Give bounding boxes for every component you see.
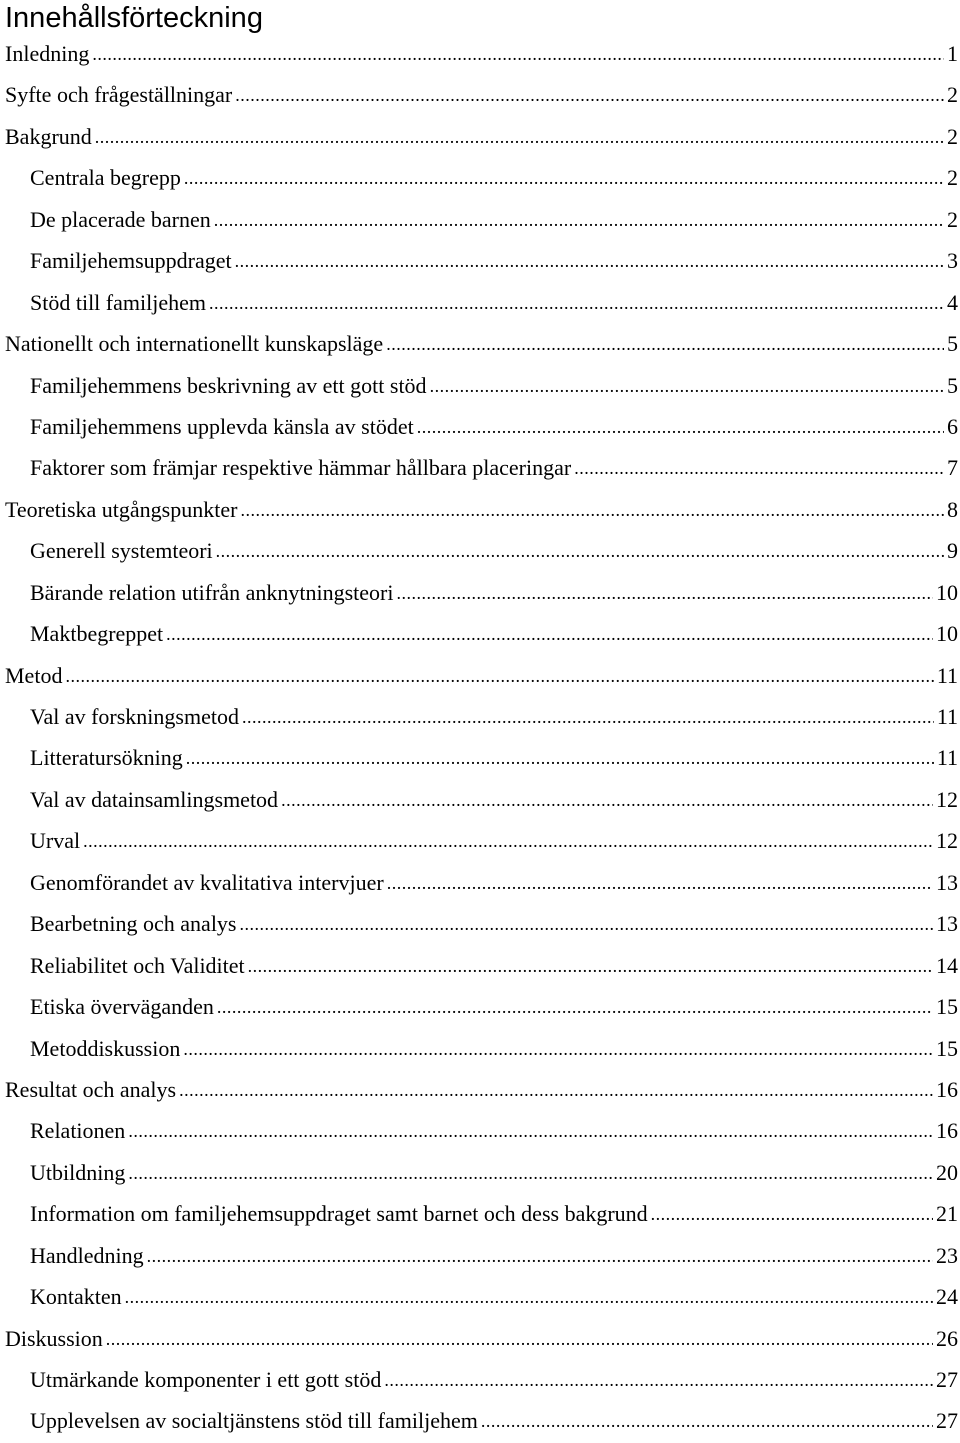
toc-entry[interactable] bbox=[0, 323, 960, 364]
toc-entry[interactable] bbox=[0, 779, 960, 820]
toc-entry-label[interactable]: Metod bbox=[5, 662, 63, 688]
toc-entry[interactable] bbox=[0, 1359, 960, 1400]
toc-entry-label[interactable]: Handledning bbox=[30, 1242, 144, 1268]
toc-entry-label[interactable]: Bakgrund bbox=[5, 123, 92, 149]
toc-entry[interactable] bbox=[0, 489, 960, 530]
toc-dot-leader bbox=[240, 490, 944, 531]
toc-entry-label[interactable]: Utbildning bbox=[30, 1159, 126, 1185]
toc-list bbox=[0, 33, 960, 1442]
toc-entry-label[interactable]: Val av datainsamlingsmetod bbox=[30, 786, 279, 812]
toc-entry[interactable] bbox=[0, 282, 960, 323]
toc-page-number[interactable]: 24 bbox=[936, 1284, 958, 1310]
toc-entry[interactable] bbox=[0, 572, 960, 613]
toc-entry-label[interactable]: Etiska överväganden bbox=[30, 994, 214, 1020]
toc-page-number[interactable]: 23 bbox=[936, 1242, 958, 1268]
toc-entry[interactable] bbox=[0, 737, 960, 778]
toc-page-number[interactable]: 16 bbox=[936, 1118, 958, 1144]
toc-entry-label[interactable]: Familjehemmens upplevda känsla av stödet bbox=[30, 413, 414, 439]
toc-page-number[interactable]: 2 bbox=[947, 165, 958, 191]
toc-entry[interactable] bbox=[0, 945, 960, 986]
toc-dot-leader bbox=[106, 1319, 933, 1360]
toc-dot-leader bbox=[651, 1194, 933, 1235]
toc-entry[interactable] bbox=[0, 33, 960, 74]
toc-entry[interactable] bbox=[0, 1318, 960, 1359]
toc-page-number[interactable]: 12 bbox=[936, 828, 958, 854]
toc-entry[interactable] bbox=[0, 986, 960, 1027]
toc-dot-leader bbox=[574, 448, 944, 489]
toc-entry-label[interactable]: Genomförandet av kvalitativa intervjuer bbox=[30, 869, 384, 895]
toc-dot-leader bbox=[387, 863, 933, 904]
toc-dot-leader bbox=[430, 366, 944, 407]
toc-dot-leader bbox=[248, 946, 933, 987]
toc-page-number[interactable]: 1 bbox=[947, 41, 958, 66]
toc-page-number[interactable]: 20 bbox=[936, 1159, 958, 1185]
toc-dot-leader bbox=[242, 697, 934, 738]
toc-page-number[interactable]: 15 bbox=[936, 1035, 958, 1061]
toc-page-number[interactable]: 5 bbox=[947, 372, 958, 398]
toc-page-number[interactable]: 6 bbox=[947, 413, 958, 439]
toc-page-number[interactable]: 15 bbox=[936, 994, 958, 1020]
toc-entry[interactable] bbox=[0, 613, 960, 654]
toc-page-number[interactable]: 14 bbox=[936, 952, 958, 978]
toc-page-number[interactable]: 9 bbox=[947, 538, 958, 564]
toc-entry[interactable] bbox=[0, 447, 960, 488]
toc-entry[interactable] bbox=[0, 157, 960, 198]
toc-entry-label[interactable]: Litteratursökning bbox=[30, 745, 183, 771]
toc-entry-label[interactable]: Stöd till familjehem bbox=[30, 289, 206, 315]
toc-dot-leader bbox=[417, 407, 944, 448]
toc-entry[interactable] bbox=[0, 365, 960, 406]
toc-dot-leader bbox=[384, 1360, 933, 1401]
toc-entry[interactable] bbox=[0, 696, 960, 737]
toc-dot-leader bbox=[179, 1070, 933, 1111]
toc-dot-leader bbox=[386, 324, 944, 365]
toc-entry-label[interactable]: Nationellt och internationellt kunskapsläge bbox=[5, 331, 384, 357]
toc-entry-label[interactable]: Familjehemsuppdraget bbox=[30, 248, 232, 274]
toc-dot-leader bbox=[214, 200, 944, 241]
toc-entry-label[interactable]: Information om familjehemsuppdraget samt barnet och dess bakgrund bbox=[30, 1201, 648, 1227]
toc-entry[interactable] bbox=[0, 1110, 960, 1151]
toc-page-number[interactable]: 11 bbox=[936, 662, 958, 688]
toc-entry[interactable] bbox=[0, 1069, 960, 1110]
toc-entry[interactable] bbox=[0, 1276, 960, 1317]
toc-entry[interactable] bbox=[0, 1193, 960, 1234]
toc-page-number[interactable]: 21 bbox=[936, 1201, 958, 1227]
toc-entry-label[interactable]: Centrala begrepp bbox=[30, 165, 181, 191]
toc-entry-label[interactable]: Kontakten bbox=[30, 1284, 122, 1310]
toc-entry-label[interactable]: Teoretiska utgångspunkter bbox=[5, 496, 238, 522]
toc-dot-leader bbox=[281, 780, 933, 821]
toc-dot-leader bbox=[240, 904, 934, 945]
toc-dot-leader bbox=[65, 656, 933, 697]
toc-entry-label[interactable]: Upplevelsen av socialtjänstens stöd till familjehem bbox=[30, 1408, 478, 1434]
toc-dot-leader bbox=[92, 34, 944, 75]
toc-dot-leader bbox=[209, 283, 944, 324]
toc-page-number[interactable]: 16 bbox=[936, 1076, 958, 1102]
toc-dot-leader bbox=[481, 1401, 933, 1442]
toc-dot-leader bbox=[397, 573, 934, 614]
toc-dot-leader bbox=[147, 1236, 933, 1277]
toc-dot-leader bbox=[83, 821, 933, 862]
toc-page-number[interactable]: 27 bbox=[936, 1367, 958, 1392]
toc-entry[interactable] bbox=[0, 1028, 960, 1069]
toc-entry[interactable] bbox=[0, 1235, 960, 1276]
toc-entry-label[interactable]: Generell systemteori bbox=[30, 538, 213, 564]
toc-entry-label[interactable]: Resultat och analys bbox=[5, 1076, 177, 1102]
toc-page-number[interactable]: 13 bbox=[936, 869, 958, 895]
toc-page-number[interactable]: 2 bbox=[947, 206, 958, 232]
toc-page-number[interactable]: 2 bbox=[947, 82, 958, 108]
toc-entry[interactable] bbox=[0, 1152, 960, 1193]
toc-entry-label[interactable]: Faktorer som främjar respektive hämmar hållbara placeringar bbox=[30, 455, 572, 481]
toc-entry-label[interactable]: Urval bbox=[30, 828, 81, 854]
toc-page-number[interactable]: 10 bbox=[936, 621, 958, 647]
toc-entry[interactable] bbox=[0, 1400, 960, 1441]
toc-dot-leader bbox=[217, 987, 933, 1028]
toc-entry-label[interactable]: Familjehemmens beskrivning av ett gott stöd bbox=[30, 372, 427, 398]
toc-entry-label[interactable]: Reliabilitet och Validitet bbox=[30, 952, 245, 978]
toc-page-number[interactable]: 7 bbox=[947, 455, 958, 481]
toc-entry-label[interactable]: Inledning bbox=[5, 41, 90, 66]
toc-dot-leader bbox=[186, 738, 934, 779]
toc-page-number[interactable]: 27 bbox=[936, 1408, 958, 1434]
toc-entry-label[interactable]: Metoddiskussion bbox=[30, 1035, 181, 1061]
toc-entry[interactable] bbox=[0, 655, 960, 696]
toc-entry-label[interactable]: Val av forskningsmetod bbox=[30, 704, 239, 729]
toc-entry[interactable] bbox=[0, 862, 960, 903]
toc-dot-leader bbox=[216, 531, 944, 572]
toc-dot-leader bbox=[235, 75, 944, 116]
toc-page-number[interactable]: 11 bbox=[936, 704, 958, 729]
toc-dot-leader bbox=[95, 117, 944, 158]
toc-dot-leader bbox=[125, 1277, 933, 1318]
toc-dot-leader bbox=[184, 158, 944, 199]
toc-dot-leader bbox=[235, 241, 944, 282]
toc-dot-leader bbox=[166, 614, 933, 655]
toc-entry[interactable] bbox=[0, 530, 960, 571]
toc-entry-label[interactable]: De placerade barnen bbox=[30, 206, 211, 232]
toc-dot-leader bbox=[128, 1111, 933, 1152]
toc-entry[interactable] bbox=[0, 903, 960, 944]
toc-entry-label[interactable]: Syfte och frågeställningar bbox=[5, 82, 233, 108]
toc-title: Innehållsförteckning bbox=[5, 2, 263, 34]
toc-entry[interactable] bbox=[0, 199, 960, 240]
toc-page-number[interactable]: 3 bbox=[947, 248, 958, 274]
toc-entry[interactable] bbox=[0, 406, 960, 447]
toc-page-number[interactable]: 4 bbox=[947, 289, 958, 315]
toc-entry-label[interactable]: Bearbetning och analys bbox=[30, 911, 237, 937]
toc-page-number[interactable]: 13 bbox=[936, 911, 958, 937]
toc-entry-label[interactable]: Utmärkande komponenter i ett gott stöd bbox=[30, 1367, 382, 1392]
toc-entry[interactable] bbox=[0, 74, 960, 115]
toc-entry-label[interactable]: Bärande relation utifrån anknytningsteori bbox=[30, 579, 394, 605]
toc-entry[interactable] bbox=[0, 820, 960, 861]
toc-page-number[interactable]: 26 bbox=[936, 1325, 958, 1351]
toc-dot-leader bbox=[128, 1153, 933, 1194]
toc-page-number[interactable]: 5 bbox=[947, 331, 958, 357]
toc-page-number[interactable]: 10 bbox=[936, 579, 958, 605]
toc-entry-label[interactable]: Maktbegreppet bbox=[30, 621, 164, 647]
toc-entry-label[interactable]: Relationen bbox=[30, 1118, 126, 1144]
toc-entry-label[interactable]: Diskussion bbox=[5, 1325, 103, 1351]
toc-page-number[interactable]: 8 bbox=[947, 496, 958, 522]
toc-page-number[interactable]: 2 bbox=[947, 123, 958, 149]
toc-entry[interactable] bbox=[0, 240, 960, 281]
toc-dot-leader bbox=[183, 1029, 933, 1070]
toc-entry[interactable] bbox=[0, 116, 960, 157]
toc-page-number[interactable]: 11 bbox=[936, 745, 958, 771]
toc-page-number[interactable]: 12 bbox=[936, 786, 958, 812]
